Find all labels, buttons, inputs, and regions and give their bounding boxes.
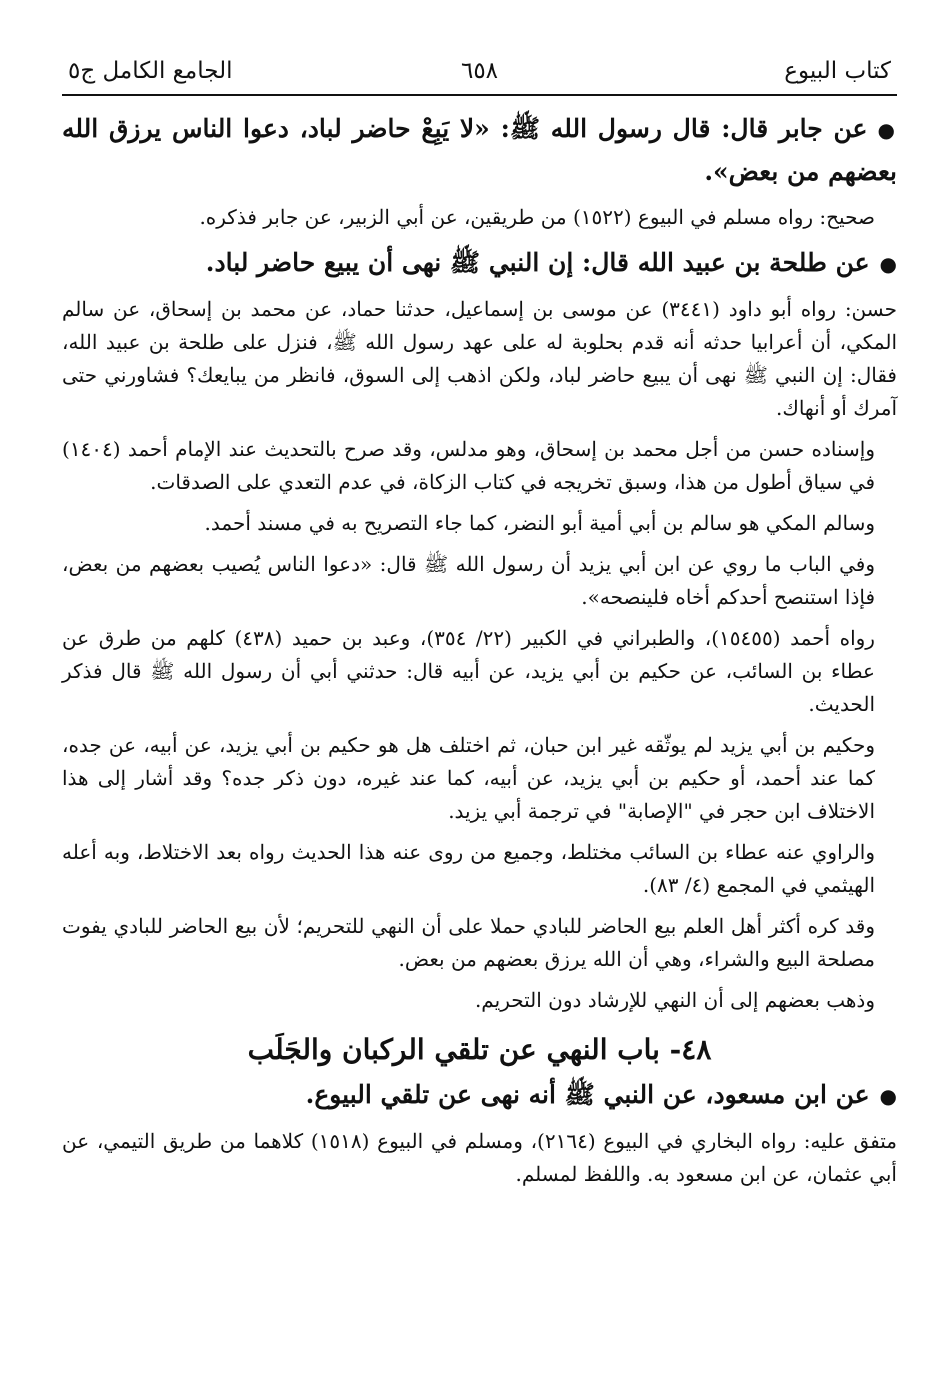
book-section-title: كتاب البيوع [784, 58, 891, 84]
bullet-icon: ● [879, 252, 897, 276]
chapter-heading: ٤٨- باب النهي عن تلقي الركبان والجَلَب [247, 1033, 712, 1066]
commentary-paragraph: وإسناده حسن من أجل محمد بن إسحاق، وهو مدلس، وقد صرح بالتحديث عند الإمام أحمد (١٤٠٤) في سياق أطول من هذا، وسبق تخريجه في كتاب الزكاة، في عدم التعدي على الصدقات. [62, 437, 875, 494]
commentary-paragraph: وحكيم بن أبي يزيد لم يوثّقه غير ابن حبان، ثم اختلف هل هو حكيم بن أبي يزيد، عن أبيه، عن جده، كما عند أحمد، أو حكيم بن أبي يزيد، عن أبيه، كما عند غيره، دون ذكر جده؟ وقد أشار إلى هذا الاختلاف ابن حجر في "الإصابة" في ترجمة أبي يزيد. [62, 733, 875, 823]
bullet-icon: ● [877, 118, 898, 142]
commentary-paragraph: وقد كره أكثر أهل العلم بيع الحاضر للبادي حملا على أن النهي للتحريم؛ لأن بيع الحاضر للبادي يفوت مصلحة البيع والشراء، وهي أن الله يرزق بعضهم من بعض. [62, 914, 875, 971]
header-divider [62, 94, 897, 96]
page-number: ٦٥٨ [460, 58, 499, 84]
hadith-text [62, 242, 897, 285]
book-page [62, 50, 897, 1199]
commentary-paragraph: والراوي عنه عطاء بن السائب مختلط، وجميع من روى عنه هذا الحديث رواه بعد الاختلاط، وبه أعله الهيثمي في المجمع (٤/ ٨٣). [62, 840, 875, 897]
hadith-body: عن ابن مسعود، عن النبي ﷺ أنه نهى عن تلقي البيوع. [305, 1080, 870, 1109]
page-header [62, 50, 897, 94]
commentary-paragraph: وسالم المكي هو سالم بن أبي أمية أبو النضر، كما جاء التصريح به في مسند أحمد. [204, 511, 875, 535]
takhrij-note: متفق عليه: رواه البخاري في البيوع (٢١٦٤)، ومسلم في البيوع (١٥١٨) كلاهما من طريق التيمي، عن أبي عثمان، عن ابن مسعود به. واللفظ لمسلم. [62, 1129, 897, 1186]
hadith-text [62, 108, 897, 193]
hadith-text [62, 1074, 897, 1117]
hadith-body: عن طلحة بن عبيد الله قال: إن النبي ﷺ نهى أن يبيع حاضر لباد. [205, 248, 870, 277]
commentary-paragraph: وفي الباب ما روي عن ابن أبي يزيد أن رسول الله ﷺ قال: «دعوا الناس يُصيب بعضهم من بعض، فإذا استنصح أحدكم أخاه فلينصحه». [62, 552, 875, 609]
hadith-body: عن جابر قال: قال رسول الله ﷺ: «لا يَبِعْ حاضر لباد، دعوا الناس يرزق الله بعضهم من بعض». [62, 114, 897, 186]
takhrij-note: صحيح: رواه مسلم في البيوع (١٥٢٢) من طريقين، عن أبي الزبير، عن جابر فذكره. [199, 205, 875, 229]
takhrij-note: حسن: رواه أبو داود (٣٤٤١) عن موسى بن إسماعيل، حدثنا حماد، عن محمد بن إسحاق، عن سالم المكي، أن أعرابيا حدثه أنه قدم بحلوبة له على عهد رسول الله ﷺ، فنزل على طلحة بن عبيد الله، فقال: إن النبي ﷺ نهى أن يبيع حاضر لباد، ولكن اذهب إلى السوق، فانظر من يبايعك؟ فشاورني حتى آمرك أو أنهاك. [62, 297, 897, 420]
commentary-paragraph: رواه أحمد (١٥٤٥٥)، والطبراني في الكبير (٢٢/ ٣٥٤)، وعبد بن حميد (٤٣٨) كلهم من طرق عن عطاء بن السائب، عن حكيم بن أبي يزيد، عن أبيه قال: حدثني أبي أن رسول الله ﷺ قال فذكر الحديث. [62, 626, 875, 716]
commentary-paragraph: وذهب بعضهم إلى أن النهي للإرشاد دون التحريم. [474, 988, 875, 1012]
book-title: الجامع الكامل ج٥ [68, 58, 233, 84]
bullet-icon: ● [879, 1084, 897, 1108]
